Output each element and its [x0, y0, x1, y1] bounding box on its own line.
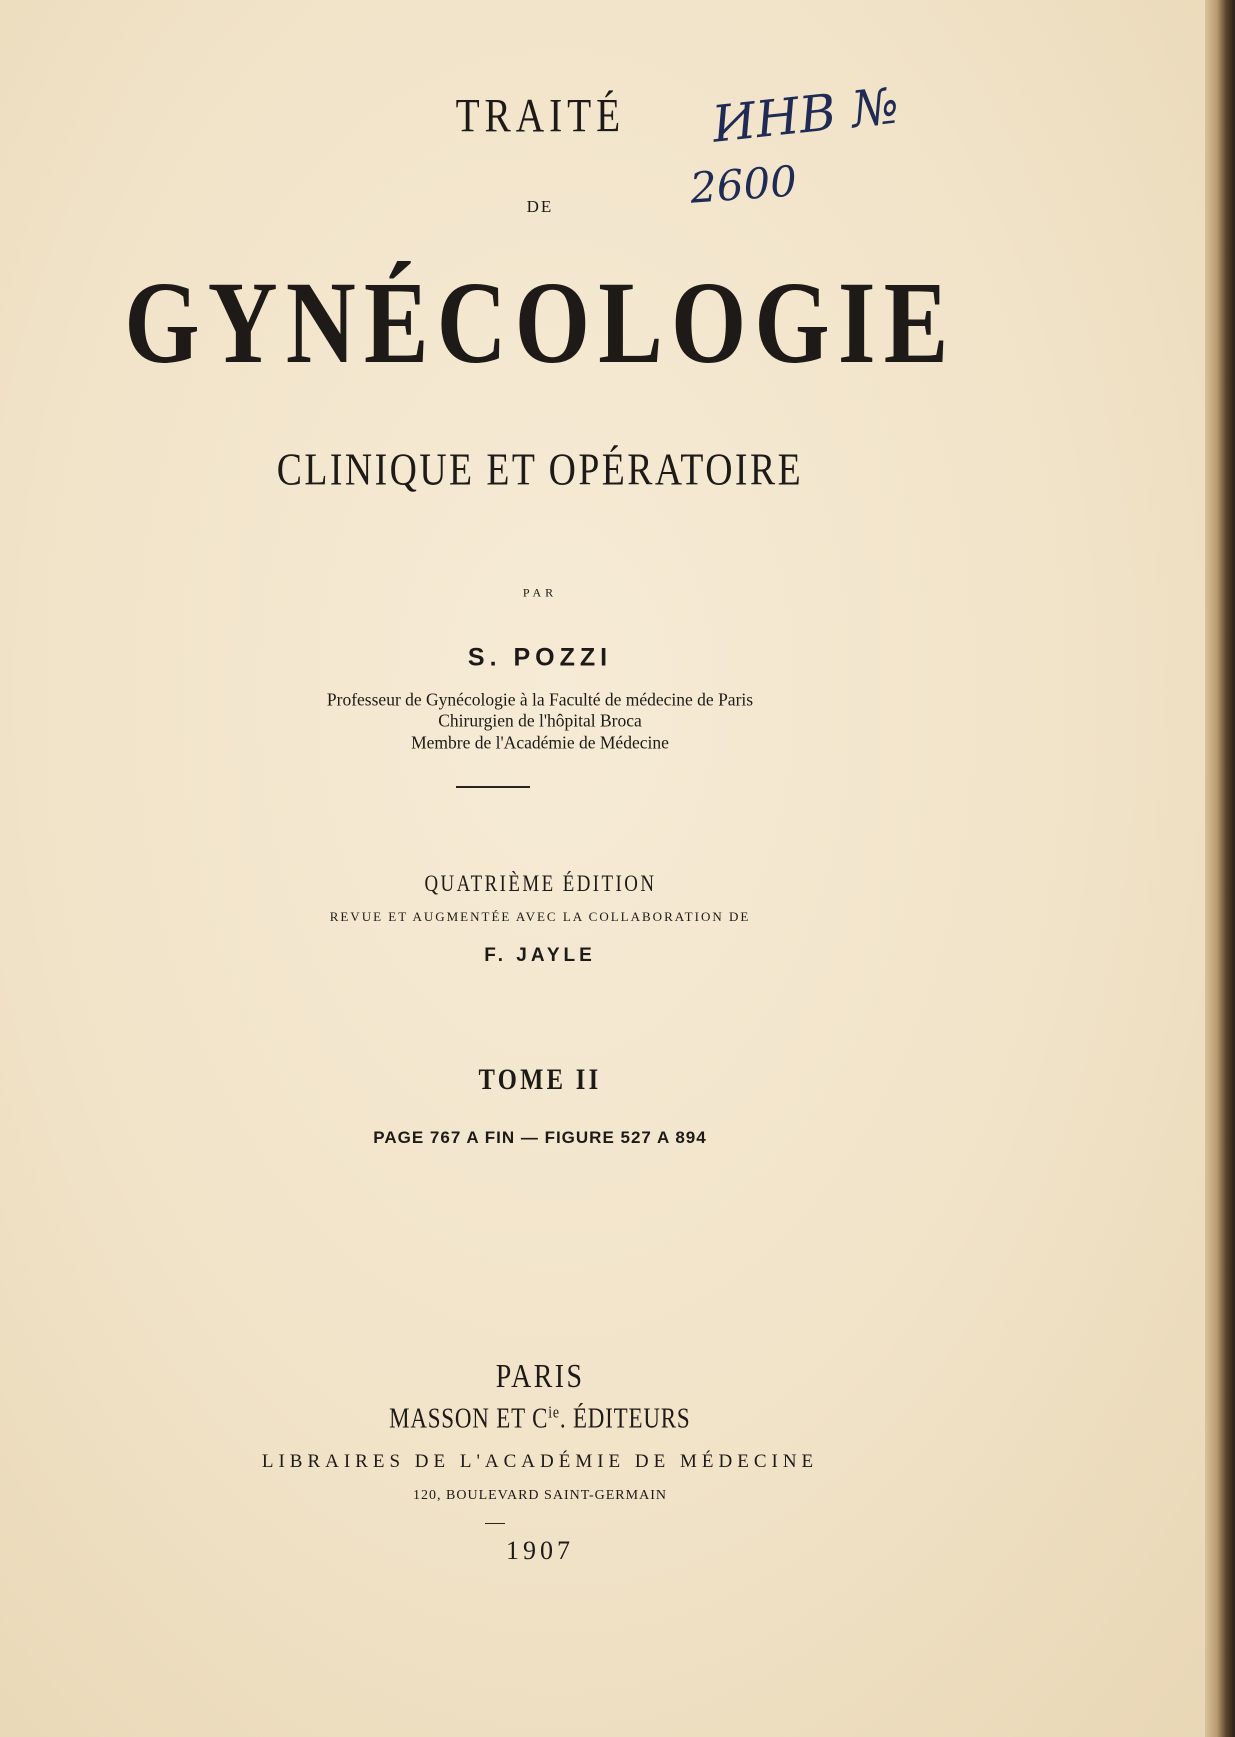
main-title-text: GYNÉCOLOGIE	[123, 257, 957, 388]
author-title-3: Membre de l'Académie de Médecine	[411, 732, 669, 753]
handwritten-inventory-number: 2600	[688, 156, 799, 213]
publisher	[0, 1402, 1080, 1435]
title-de: DE	[526, 197, 554, 216]
title-line-1	[0, 89, 1080, 144]
city	[0, 1358, 1080, 1396]
volume	[0, 1063, 1080, 1097]
edition-text: QUATRIÈME ÉDITION	[424, 871, 656, 896]
publisher-name: MASSON ET C	[389, 1403, 549, 1435]
publisher-sup: ie	[548, 1402, 561, 1422]
revision-note: REVUE ET AUGMENTÉE AVEC LA COLLABORATION DE	[329, 909, 751, 924]
edition	[0, 871, 1080, 897]
city-text: PARIS	[495, 1358, 585, 1395]
book-spine-edge	[1205, 0, 1235, 1737]
by-label: PAR	[522, 585, 558, 600]
subtitle	[0, 443, 1080, 496]
publisher-text	[389, 1402, 690, 1435]
booksellers: LIBRAIRES DE L'ACADÉMIE DE MÉDECINE	[261, 1451, 819, 1472]
author-name: S. POZZI	[467, 643, 613, 672]
divider-rule	[456, 786, 530, 788]
publisher-role: . ÉDITEURS	[560, 1403, 691, 1435]
handwritten-inventory-label: ИНВ №	[709, 76, 902, 154]
title-line-2	[0, 197, 1080, 217]
year: 1907	[506, 1536, 574, 1565]
title-traite: TRAITÉ	[455, 89, 625, 143]
small-rule	[485, 1523, 505, 1524]
volume-text: TOME II	[478, 1063, 602, 1096]
collaborator: F. JAYLE	[484, 945, 596, 966]
author-title-1: Professeur de Gynécologie à la Faculté de médecine de Paris	[326, 689, 754, 710]
author-title-2: Chirurgien de l'hôpital Broca	[438, 710, 642, 731]
main-title	[0, 255, 1080, 391]
subtitle-text: CLINIQUE ET OPÉRATOIRE	[276, 443, 804, 495]
address: 120, BOULEVARD SAINT-GERMAIN	[413, 1488, 667, 1503]
page-figure-range: PAGE 767 A FIN — FIGURE 527 A 894	[373, 1128, 707, 1147]
